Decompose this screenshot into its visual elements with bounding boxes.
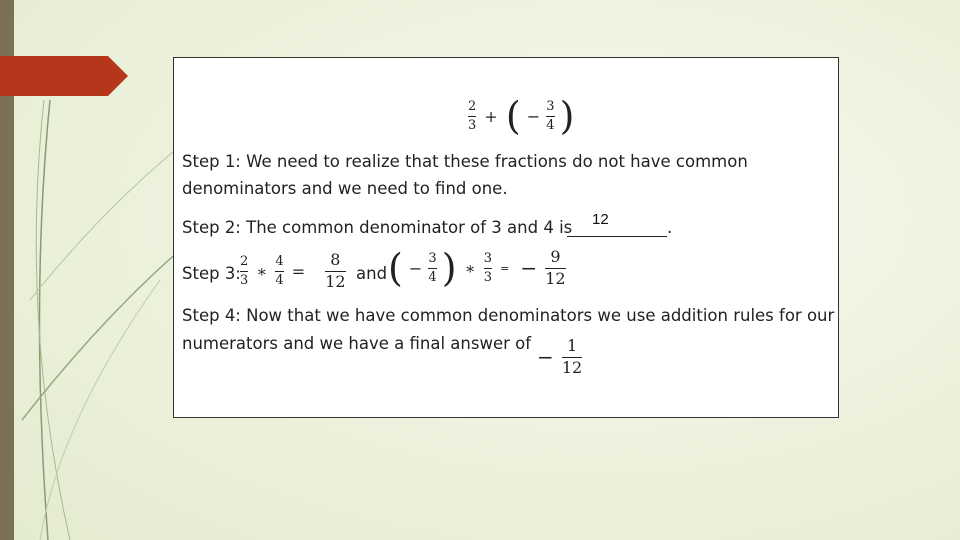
answer-blank[interactable] <box>567 218 667 237</box>
fraction-2-3: $\frac{2}{3}$ <box>468 98 477 133</box>
step3-expression-2 <box>388 246 566 290</box>
multiply-sign-2: ∗ <box>464 258 476 278</box>
step3-and: and <box>356 264 388 283</box>
fraction-4-4: $\frac{4}{4}$ <box>275 254 284 288</box>
fraction-1-12: $\frac{1}{12}$ <box>561 336 583 377</box>
step2-text: Step 2: The common denominator of 3 and 4 is <box>182 218 573 237</box>
equals-sign-2: = <box>500 261 510 275</box>
step2-period: . <box>667 218 673 237</box>
fraction-2-3-step3: $\frac{2}{3}$ <box>240 254 249 288</box>
problem-expression <box>468 94 575 138</box>
close-paren: ) <box>559 94 575 138</box>
minus-sign: − <box>526 106 541 126</box>
open-paren: ( <box>505 94 521 138</box>
fraction-8-12: $\frac{8}{12}$ <box>325 250 346 291</box>
step1-line2: denominators and we need to find one. <box>182 179 508 198</box>
step4-line2: numerators and we have a final answer of <box>182 334 532 353</box>
content-card <box>173 57 839 418</box>
minus-sign-step3: − <box>408 258 423 278</box>
equals-sign: = <box>291 261 306 281</box>
title-marker <box>0 56 128 96</box>
open-paren-step3: ( <box>388 246 403 290</box>
minus-sign-result: − <box>520 256 538 280</box>
fraction-3-4-step3: $\frac{3}{4}$ <box>428 250 437 285</box>
answer-value: 12 <box>592 211 609 228</box>
fraction-3-3: $\frac{3}{3}$ <box>483 250 492 285</box>
multiply-sign: ∗ <box>256 261 268 281</box>
step4-line1: Step 4: Now that we have common denominators we use addition rules for our <box>182 306 835 325</box>
fraction-3-4: $\frac{3}{4}$ <box>546 98 555 133</box>
close-paren-step3: ) <box>441 246 457 290</box>
step3-expression <box>240 252 346 291</box>
fraction-9-12: $\frac{9}{12}$ <box>545 246 566 288</box>
step1-line1: Step 1: We need to realize that these fractions do not have common <box>182 152 748 171</box>
plus-sign: + <box>484 106 498 126</box>
minus-sign-final: − <box>537 345 554 370</box>
final-answer <box>534 338 582 377</box>
step3-label: Step 3: <box>182 264 241 283</box>
